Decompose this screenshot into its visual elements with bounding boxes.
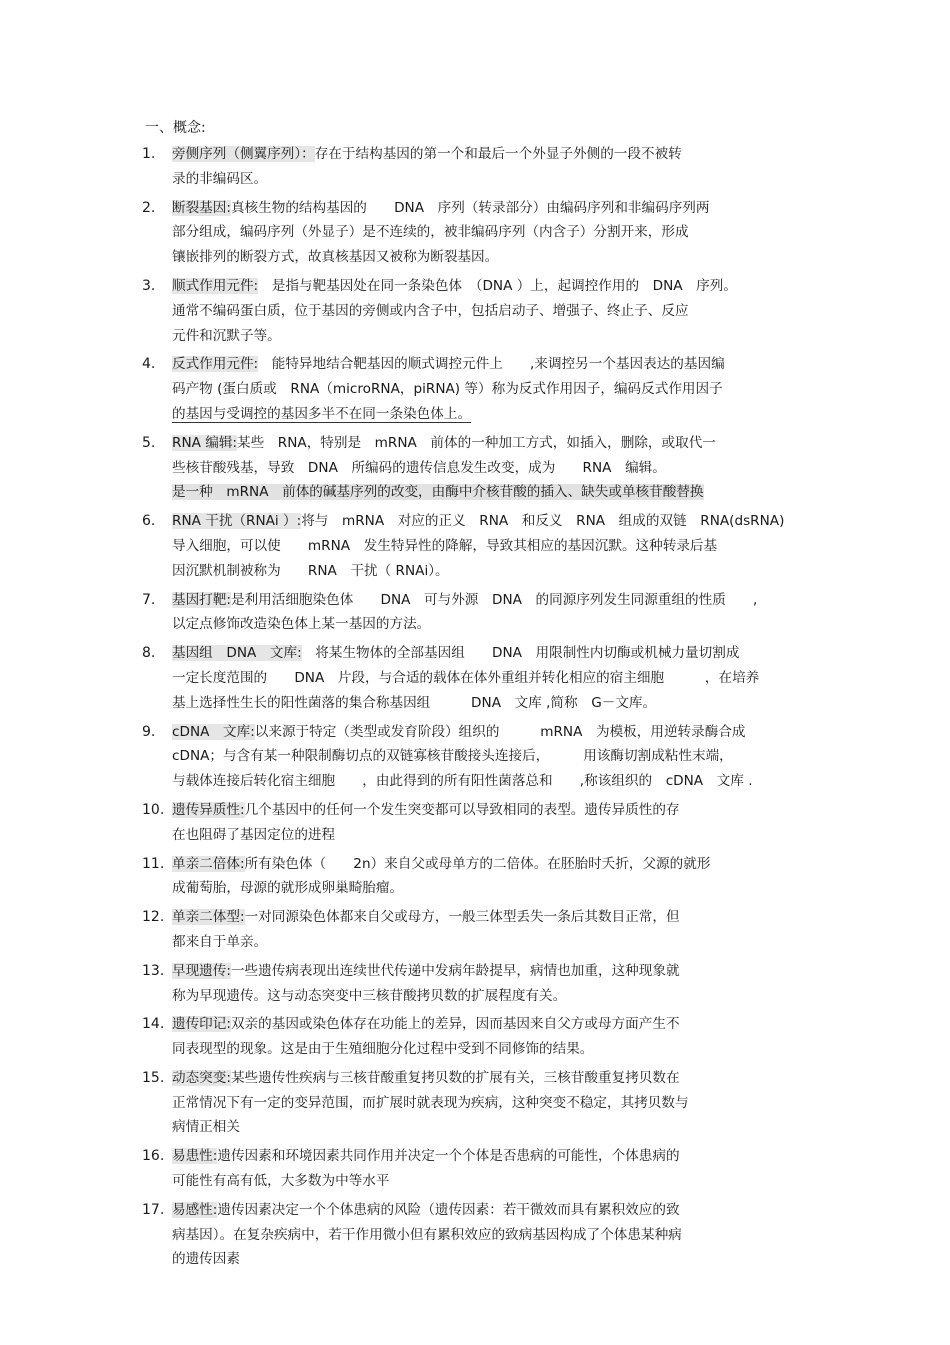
item-body xyxy=(172,905,812,955)
item-line xyxy=(172,480,812,505)
concept-item xyxy=(142,1144,812,1194)
concept-item xyxy=(142,959,812,1009)
line-text: 能特异地结合靶基因的顺式调控元件上 ,来调控另一个基因表达的基因编 xyxy=(258,356,725,373)
item-line xyxy=(172,1037,812,1062)
line-text: 元件和沉默子等。 xyxy=(172,327,281,344)
item-body xyxy=(172,720,812,794)
item-number: 13. xyxy=(142,962,165,979)
line-text: 将某生物体的全部基因组 DNA 用限制性内切酶或机械力量切割成 xyxy=(301,645,740,662)
item-term: 易患性: xyxy=(172,1148,218,1165)
concept-item xyxy=(142,1012,812,1062)
line-text: 几个基因中的任何一个发生突变都可以导致相同的表型。遗传异质性的存 xyxy=(244,801,680,818)
concept-item xyxy=(142,720,812,794)
item-line xyxy=(172,984,812,1009)
line-text: 同表现型的现象。这是由于生殖细胞分化过程中受到不同修饰的结果。 xyxy=(172,1041,594,1058)
item-term: 遗传印记: xyxy=(172,1016,231,1033)
item-line xyxy=(172,930,812,955)
line-text: 都来自于单亲。 xyxy=(172,933,268,950)
item-number: 2. xyxy=(142,199,156,216)
line-text: 真核生物的结构基因的 DNA 序列（转录部分）由编码序列和非编码序列两 xyxy=(230,199,710,216)
item-number: 17. xyxy=(142,1201,165,1218)
line-text: 镶嵌排列的断裂方式，故真核基因又被称为断裂基因。 xyxy=(172,249,499,266)
line-text: 的基因与受调控的基因多半不在同一条染色体上。 xyxy=(172,405,472,422)
item-line xyxy=(172,1169,812,1194)
item-line xyxy=(172,142,812,167)
concept-item xyxy=(142,431,812,505)
item-line xyxy=(172,612,812,637)
item-number: 7. xyxy=(142,591,156,608)
item-line xyxy=(172,1223,812,1248)
concept-item xyxy=(142,142,812,192)
item-term: 基因打靶: xyxy=(172,591,231,608)
item-line xyxy=(172,534,812,559)
item-line xyxy=(172,1247,812,1272)
item-line xyxy=(172,720,812,745)
line-text: 与载体连接后转化宿主细胞 ，由此得到的所有阳性菌落总和 ,称该组织的 cDNA 文库 . xyxy=(172,773,753,790)
item-term: 基因组 DNA 文库: xyxy=(172,645,302,662)
item-line xyxy=(172,1115,812,1140)
item-body xyxy=(172,274,812,348)
line-text: 正常情况下有一定的变异范围，而扩展时就表现为疾病，这种突变不稳定，其拷贝数与 xyxy=(172,1094,689,1111)
item-line xyxy=(172,509,812,534)
line-text: 是利用活细胞染色体 DNA 可与外源 DNA 的同源序列发生同源重组的性质 , xyxy=(230,591,758,608)
item-line xyxy=(172,456,812,481)
item-number: 9. xyxy=(142,723,156,740)
line-text: 成葡萄胎，母源的就形成卵巢畸胎瘤。 xyxy=(172,880,404,897)
item-term: RNA 干扰（RNAi ）: xyxy=(172,513,302,530)
concept-list xyxy=(142,142,812,1276)
item-number: 5. xyxy=(142,434,156,451)
item-term: 旁侧序列（侧翼序列）： xyxy=(172,146,315,162)
item-number: 4. xyxy=(142,356,156,373)
item-line xyxy=(172,324,812,349)
item-body xyxy=(172,1144,812,1194)
line-text: 病情正相关 xyxy=(172,1119,240,1136)
item-term: 单亲二体型: xyxy=(172,909,245,926)
item-body xyxy=(172,1012,812,1062)
item-term: RNA 编辑: xyxy=(172,434,238,451)
item-term: cDNA 文库: xyxy=(172,723,255,740)
item-line xyxy=(172,823,812,848)
line-text: 遗传因素和环境因素共同作用并决定一个个体是否患病的可能性，个体患病的 xyxy=(217,1148,680,1165)
item-line xyxy=(172,905,812,930)
line-text: 码产物 (蛋白质或 RNA（microRNA，piRNA) 等）称为反式作用因子，编码反式作用因子 xyxy=(172,381,723,398)
line-text: 些核苷酸残基，导致 DNA 所编码的遗传信息发生改变，成为 RNA 编辑。 xyxy=(172,459,666,476)
line-text: 部分组成，编码序列（外显子）是不连续的，被非编码序列（内含子）分割开来，形成 xyxy=(172,224,689,241)
item-number: 11. xyxy=(142,855,165,872)
line-text: 以来源于特定（类型或发育阶段）组织的 mRNA 为模板，用逆转录酶合成 xyxy=(254,723,746,740)
line-text: 一些遗传病表现出连续世代传递中发病年龄提早，病情也加重，这种现象就 xyxy=(230,962,680,979)
concept-item xyxy=(142,1066,812,1140)
item-term: 遗传异质性: xyxy=(172,801,245,818)
concept-item xyxy=(142,352,812,426)
item-line xyxy=(172,245,812,270)
line-text: 某些遗传性疾病与三核苷酸重复拷贝数的扩展有关，三核苷酸重复拷贝数在 xyxy=(230,1069,680,1086)
line-text: 导入细胞，可以使 mRNA 发生特异性的降解，导致其相应的基因沉默。这种转录后基 xyxy=(172,537,718,554)
concept-item xyxy=(142,274,812,348)
item-line xyxy=(172,431,812,456)
item-term: 单亲二倍体: xyxy=(172,855,245,872)
item-body xyxy=(172,196,812,270)
item-number: 6. xyxy=(142,513,156,530)
item-body xyxy=(172,509,812,583)
item-body xyxy=(172,142,812,192)
item-line xyxy=(172,744,812,769)
item-line xyxy=(172,1012,812,1037)
item-body xyxy=(172,852,812,902)
item-line xyxy=(172,274,812,299)
line-text: 存在于结构基因的第一个和最后一个外显子外侧的一段不被转 xyxy=(314,146,682,162)
item-term: 顺式作用元件: xyxy=(172,277,259,294)
concept-item xyxy=(142,1198,812,1272)
concept-item xyxy=(142,509,812,583)
item-line xyxy=(172,1091,812,1116)
concept-item xyxy=(142,588,812,638)
item-body xyxy=(172,641,812,715)
item-number: 1. xyxy=(142,146,156,162)
line-text: 双亲的基因或染色体存在功能上的差异，因而基因来自父方或母方面产生不 xyxy=(230,1016,680,1033)
item-line xyxy=(172,377,812,402)
line-text: 可能性有高有低，大多数为中等水平 xyxy=(172,1173,390,1190)
item-line xyxy=(172,641,812,666)
item-line xyxy=(172,167,812,192)
line-text: 在也阻碍了基因定位的进程 xyxy=(172,826,336,843)
item-body xyxy=(172,798,812,848)
item-number: 3. xyxy=(142,277,156,294)
item-number: 16. xyxy=(142,1148,165,1165)
item-term: 断裂基因: xyxy=(172,199,231,216)
line-text: 称为早现遗传。这与动态突变中三核苷酸拷贝数的扩展程度有关。 xyxy=(172,987,567,1004)
line-text: 的遗传因素 xyxy=(172,1251,240,1268)
line-text: 某些 RNA，特别是 mRNA 前体的一种加工方式，如插入，删除，或取代一 xyxy=(237,434,716,451)
section-heading: 一、概念: xyxy=(145,120,206,136)
concept-item xyxy=(142,641,812,715)
item-line xyxy=(172,798,812,823)
item-line xyxy=(172,196,812,221)
item-term: 反式作用元件: xyxy=(172,356,259,373)
item-line xyxy=(172,769,812,794)
item-line xyxy=(172,559,812,584)
line-text: 录的非编码区。 xyxy=(172,170,268,187)
line-text: 一定长度范围的 DNA 片段，与合适的载体在体外重组并转化相应的宿主细胞 ，在培养 xyxy=(172,669,760,686)
item-line xyxy=(172,220,812,245)
item-line xyxy=(172,959,812,984)
item-line xyxy=(172,876,812,901)
item-number: 14. xyxy=(142,1016,165,1033)
item-line xyxy=(172,1198,812,1223)
item-number: 8. xyxy=(142,645,156,662)
line-text: 遗传因素决定一个个体患病的风险（遗传因素：若干微效而具有累积效应的致 xyxy=(217,1201,680,1218)
line-text: 一对同源染色体都来自父或母方，一般三体型丢失一条后其数目正常，但 xyxy=(244,909,680,926)
item-term: 易感性: xyxy=(172,1201,218,1218)
item-line xyxy=(172,666,812,691)
item-line xyxy=(172,402,812,427)
item-number: 12. xyxy=(142,909,165,926)
item-number: 15. xyxy=(142,1069,165,1086)
line-text: 以定点修饰改造染色体上某一基因的方法。 xyxy=(172,616,431,633)
item-body xyxy=(172,352,812,426)
line-text: cDNA；与含有某一种限制酶切点的双链寡核苷酸接头连接后， 用该酶切割成粘性末端， xyxy=(172,748,733,765)
item-line xyxy=(172,691,812,716)
concept-item xyxy=(142,852,812,902)
item-line xyxy=(172,588,812,613)
item-number: 10. xyxy=(142,801,165,818)
item-line xyxy=(172,299,812,324)
line-text: 是指与靶基因处在同一条染色体 （DNA ）上，起调控作用的 DNA 序列。 xyxy=(258,277,737,294)
item-line xyxy=(172,1144,812,1169)
line-text: 因沉默机制被称为 RNA 干扰（ RNAi）。 xyxy=(172,562,449,579)
line-text: 基上选择性生长的阳性菌落的集合称基因组 DNA 文库 ,简称 G－文库。 xyxy=(172,694,657,711)
item-body xyxy=(172,959,812,1009)
item-body xyxy=(172,588,812,638)
item-line xyxy=(172,852,812,877)
line-text: 是一种 mRNA 前体的碱基序列的改变，由酶中介核苷酸的插入、缺失或单核苷酸替换 xyxy=(172,484,704,501)
item-term: 早现遗传: xyxy=(172,962,231,979)
concept-item xyxy=(142,905,812,955)
line-text: 通常不编码蛋白质，位于基因的旁侧或内含子中，包括启动子、增强子、终止子、反应 xyxy=(172,302,689,319)
item-line xyxy=(172,352,812,377)
item-body xyxy=(172,431,812,505)
line-text: 病基因）。在复杂疾病中，若干作用微小但有累积效应的致病基因构成了个体患某种病 xyxy=(172,1226,682,1243)
line-text: 所有染色体（ 2n）来自父或母单方的二倍体。在胚胎时夭折，父源的就形 xyxy=(244,855,711,872)
concept-item xyxy=(142,798,812,848)
item-body xyxy=(172,1066,812,1140)
item-body xyxy=(172,1198,812,1272)
line-text: 将与 mRNA 对应的正义 RNA 和反义 RNA 组成的双链 RNA(dsRNA) xyxy=(301,513,785,530)
item-line xyxy=(172,1066,812,1091)
item-term: 动态突变: xyxy=(172,1069,231,1086)
concept-item xyxy=(142,196,812,270)
